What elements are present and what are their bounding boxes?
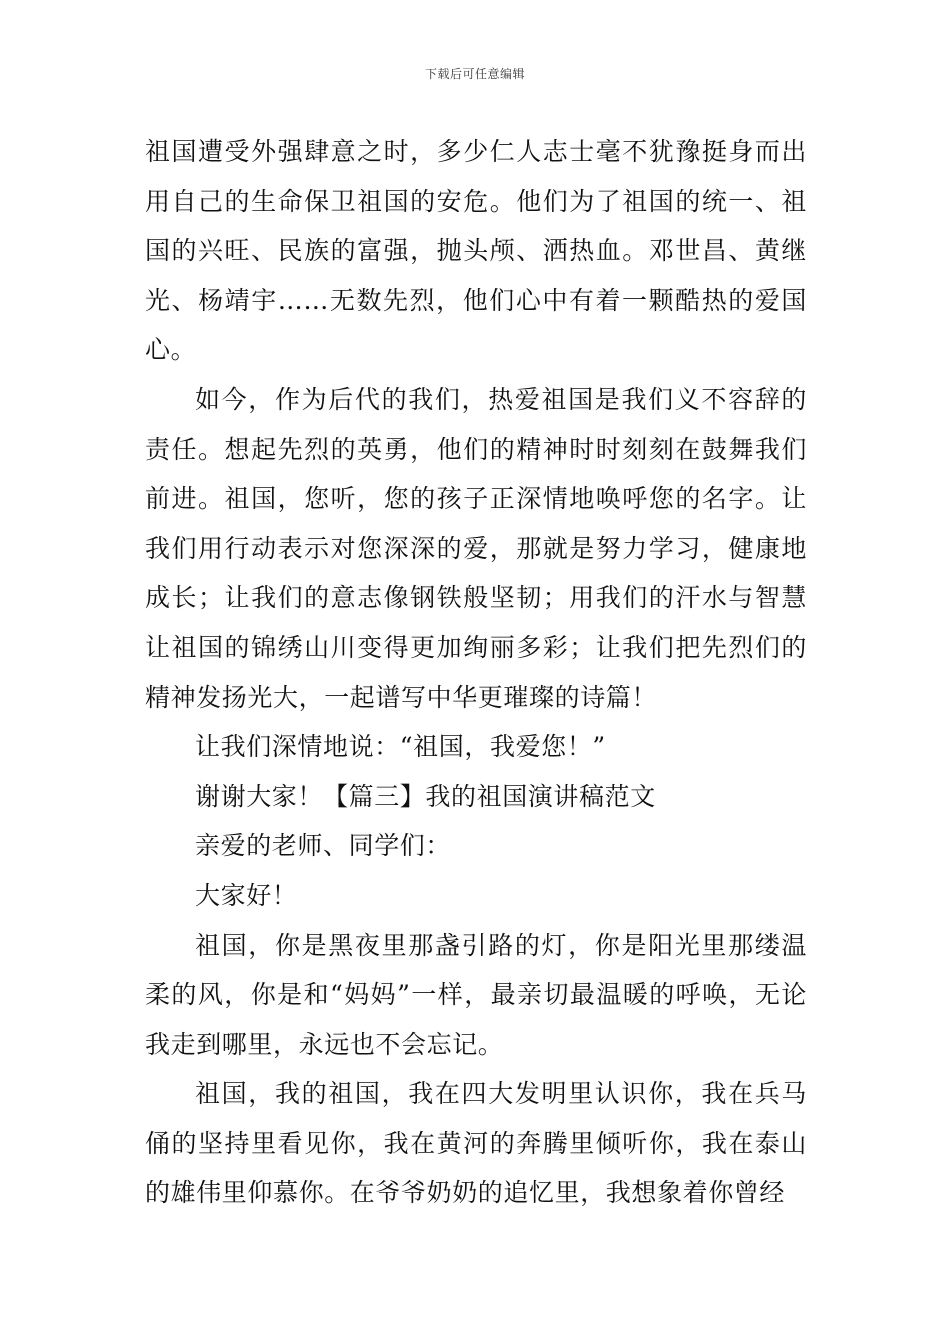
paragraph-2: 如今，作为后代的我们，热爱祖国是我们义不容辞的责任。想起先烈的英勇，他们的精神时时刻刻在鼓舞我们前进。祖国，您听，您的孩子正深情地唤呼您的名字。让我们用行动表示对您深深的爱，那就是努力学习，健康地成长；让我们的意志像钢铁般坚韧；用我们的汗水与智慧让祖国的锦绣山川变得更加绚丽多彩；让我们把先烈们的精神发扬光大，一起谱写中华更璀璨的诗篇！ [145,384,807,712]
paragraph-3: 让我们深情地说：“祖国，我爱您！” [195,732,606,762]
paragraph-6: 大家好！ [195,880,298,910]
paragraph-5: 亲爱的老师、同学们： [195,831,452,861]
document-body [145,127,807,1218]
paragraph-1: 祖国遭受外强肆意之时，多少仁人志士毫不犹豫挺身而出用自己的生命保卫祖国的安危。他们为了祖国的统一、祖国的兴旺、民族的富强，抛头颅、洒热血。邓世昌、黄继光、杨靖宇……无数先烈，他们心中有着一颗酷热的爱国心。 [145,137,807,365]
paragraph-4: 谢谢大家！【篇三】我的祖国演讲稿范文 [195,781,656,811]
page-header: 下载后可任意编辑 [424,67,525,81]
paragraph-8: 祖国，我的祖国，我在四大发明里认识你，我在兵马俑的坚持里看见你，我在黄河的奔腾里倾听你，我在泰山的雄伟里仰慕你。在爷爷奶奶的追忆里，我想象着你曾经 [145,1079,807,1208]
paragraph-7: 祖国，你是黑夜里那盏引路的灯，你是阳光里那缕温柔的风，你是和“妈妈”一样，最亲切最温暖的呼唤，无论我走到哪里，永远也不会忘记。 [145,930,807,1059]
